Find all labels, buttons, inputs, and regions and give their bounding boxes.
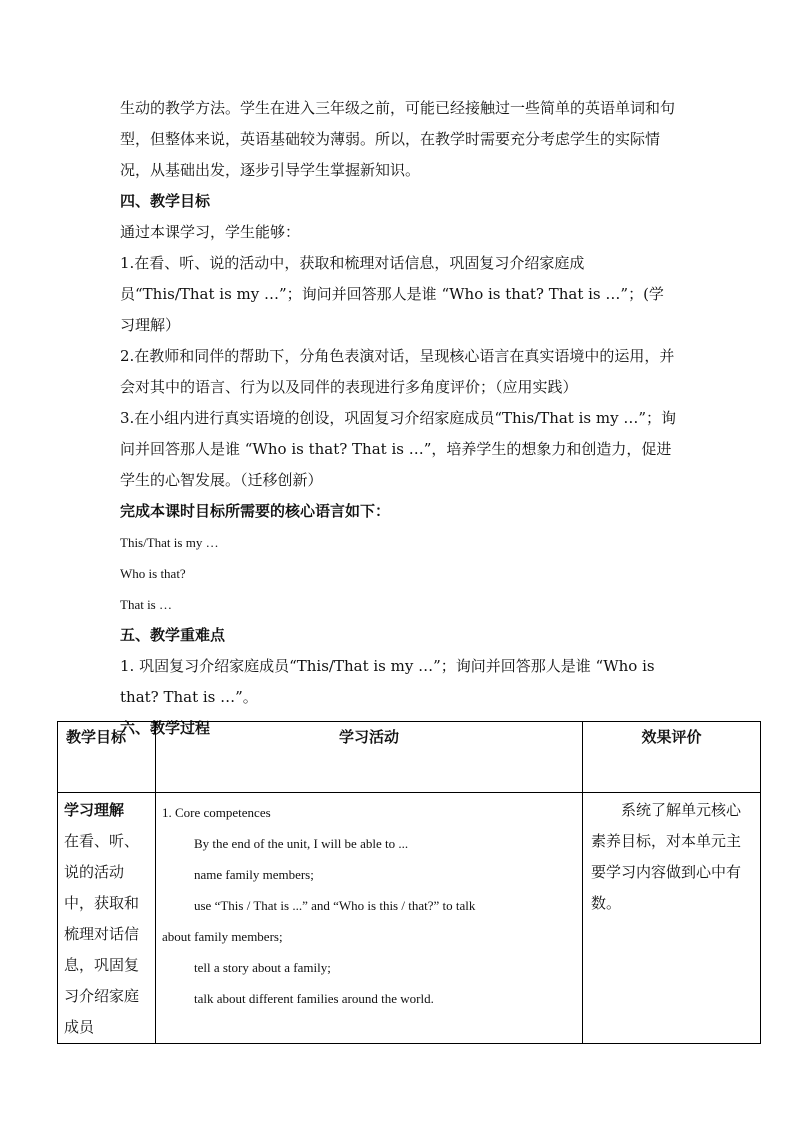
table-header-row — [58, 722, 761, 793]
evaluation-cell — [583, 793, 761, 1044]
header-goal: 教学目标 — [58, 722, 156, 793]
table-row — [58, 793, 761, 1044]
activity-cell — [156, 793, 583, 1044]
goal-title: 学习理解 — [64, 801, 125, 819]
activity-line: name family members; — [194, 867, 314, 882]
document-body — [120, 93, 676, 744]
goal-1: 1.在看、听、说的活动中，获取和梳理对话信息，巩固复习介绍家庭成员“This/That is my …”；询问并回答那人是谁 “Who is that? That is …”；(学习理解） — [120, 254, 664, 334]
section6-heading: 六、教学过程 — [120, 719, 211, 737]
activity-line: 1. Core competences — [162, 805, 271, 820]
header-activity: 学习活动 — [156, 722, 583, 793]
goal-2: 2.在教师和同伴的帮助下，分角色表演对话，呈现核心语言在真实语境中的运用，并会对其中的语言、行为以及同伴的表现进行多角度评价；（应用实践） — [120, 347, 675, 396]
activity-line: talk about different families around the world. — [194, 991, 434, 1006]
activity-line: about family members; — [162, 929, 283, 944]
intro-paragraph: 生动的教学方法。学生在进入三年级之前，可能已经接触过一些简单的英语单词和句型，但整体来说，英语基础较为薄弱。所以，在教学时需要充分考虑学生的实际情况，从基础出发，逐步引导学生掌握新知识。 — [120, 99, 676, 179]
header-evaluation: 效果评价 — [583, 722, 761, 793]
goal-cell — [58, 793, 156, 1044]
key-point-1: 1. 巩固复习介绍家庭成员“This/That is my …”；询问并回答那人是谁 “Who is that? That is …”。 — [120, 657, 655, 706]
teaching-process-table — [57, 721, 761, 1044]
core-language-1: This/That is my … — [120, 535, 219, 550]
goal-3: 3.在小组内进行真实语境的创设，巩固复习介绍家庭成员“This/That is my …”；询问并回答那人是谁 “Who is that? That is …”，培养学生的想象力和创造力，促进学生的心智发展。（迁移创新） — [120, 409, 676, 489]
section5-heading: 五、教学重难点 — [120, 626, 226, 644]
activity-line: tell a story about a family; — [194, 960, 331, 975]
section4-heading: 四、教学目标 — [120, 192, 211, 210]
activity-line: use “This / That is ...” and “Who is this / that?” to talk — [194, 898, 476, 913]
evaluation-text: 系统了解单元核心素养目标，对本单元主要学习内容做到心中有数。 — [591, 801, 742, 912]
core-language-heading: 完成本课时目标所需要的核心语言如下： — [120, 502, 391, 520]
section4-lead: 通过本课学习，学生能够： — [120, 223, 301, 241]
core-language-2: Who is that? — [120, 566, 186, 581]
core-language-3: That is … — [120, 597, 172, 612]
goal-text: 在看、听、说的活动中，获取和梳理对话信息，巩固复习介绍家庭成员 — [64, 832, 140, 1036]
activity-line: By the end of the unit, I will be able to ... — [194, 836, 409, 851]
